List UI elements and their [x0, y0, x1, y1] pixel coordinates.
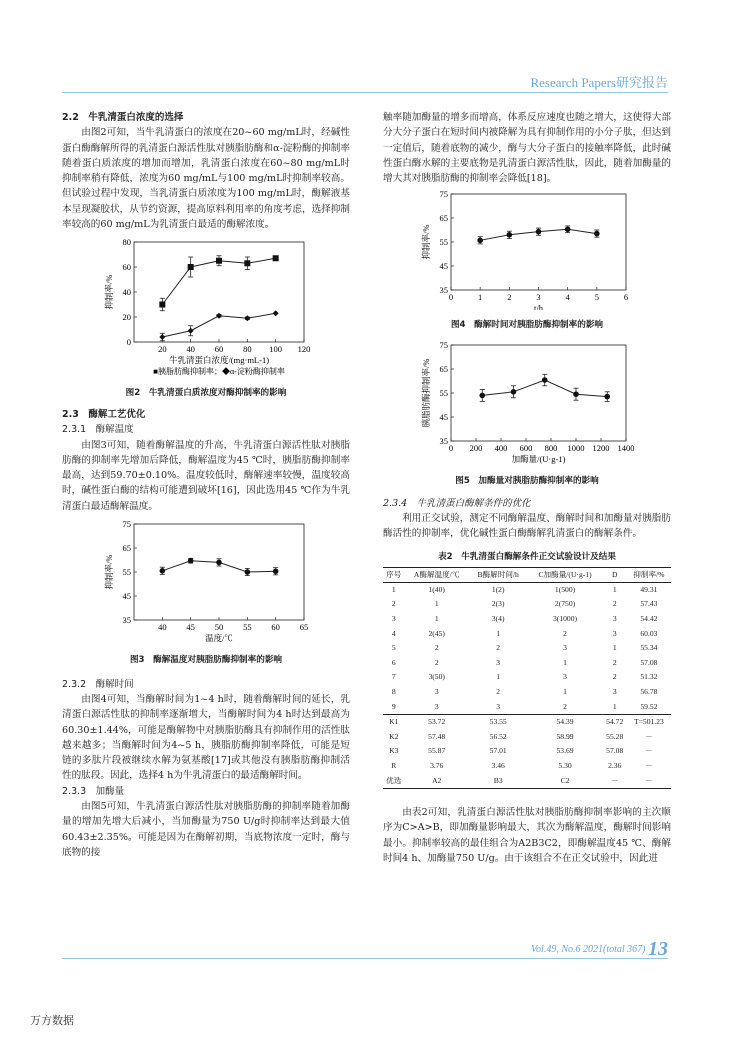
table-cell: 1 [563, 657, 567, 667]
table-row [383, 641, 671, 656]
x-tick-label: 2 [507, 292, 512, 303]
x-axis-label: 加酶量/(U·g-1) [511, 454, 566, 465]
table-cell: 2 [563, 701, 567, 711]
table-cell: 2(3) [491, 599, 505, 609]
plot-frame [451, 345, 626, 441]
y-tick-label: 55 [122, 567, 131, 578]
table-cell: 54.72 [603, 715, 627, 730]
table-row [383, 612, 671, 627]
table-cell: 3 [612, 628, 617, 638]
y-tick-label: 35 [439, 285, 448, 296]
y-tick-label: 55 [439, 388, 448, 399]
data-point [565, 227, 571, 233]
table-cell: － [645, 731, 653, 741]
figure-3 [62, 518, 350, 669]
y-tick-label: 35 [122, 615, 131, 626]
table-cell: 59.52 [640, 701, 658, 711]
figure-4 [383, 188, 671, 333]
x-tick-label: 120 [297, 344, 311, 355]
table-cell: 55.28 [606, 731, 624, 741]
paragraph-2-3-4: 利用正交试验，测定不同酶解温度、酶解时间和加酶量对胰脂肪酶活性的抑制率，优化碱性蛋白酶酶解乳清蛋白的酶解条件。 [383, 512, 671, 540]
table-cell: 56.52 [489, 731, 507, 741]
data-point [273, 569, 279, 575]
table-cell: 1 [391, 584, 396, 594]
table-header-cell: 序号 [383, 567, 404, 582]
table-header-cell: A酶解温度/℃ [404, 567, 468, 582]
right-column [383, 110, 671, 866]
x-tick-label: 50 [214, 622, 224, 633]
table-cell: 3 [391, 614, 396, 624]
table-cell: 2(750) [554, 599, 576, 609]
table-header-cell: B酶解时间/h [469, 567, 528, 582]
table-cell: 3 [612, 614, 617, 624]
x-tick-label: 200 [469, 443, 483, 454]
paragraph-2-2: 由图2可知，当牛乳清蛋白的浓度在20~60 mg/mL时，经碱性蛋白酶酶解所得的乳清蛋白源活性肽对胰脂肪酶和α-淀粉酶的抑制率随着蛋白质浓度的增加而增加，乳清蛋白浓度在60~80 mg/mL时抑制率稍有降低，浓度为60 mg/mL与100 mg/mL时抑制率较高。但试验过程中发现，当乳清蛋白质浓度为100 mg/mL时，酶解液基本呈现凝胶状，从节约资源，提高原料利用率的角度考虑，选择抑制率较高的60 mg/mL为乳清蛋白最适的酶解浓度。 [62, 127, 350, 231]
table-row [383, 656, 671, 671]
table-cell: 1 [434, 599, 439, 609]
table-cell: 3(4) [491, 614, 505, 624]
y-tick-label: 55 [439, 237, 448, 248]
table-cell: － [645, 746, 653, 756]
x-tick-label: 60 [214, 344, 224, 355]
paragraph-conclusion: 由表2可知，乳清蛋白源活性肽对胰脂肪酶抑制率影响的主次顺序为C>A>B，即加酶量影响最大，其次为酶解温度，酶解时间影响最小。抑制率较高的最佳组合为A2B3C2，即酶解温度45 ℃、酶解时间4 h、加酶量750 U/g。由于该组合不在正交试验中，因此进 [383, 807, 671, 865]
table-cell: － [603, 774, 627, 789]
x-tick-label: 65 [299, 622, 309, 633]
running-title: Research Papers研究报告 [530, 75, 668, 90]
y-tick-label: 65 [439, 213, 448, 224]
table-cell: 7 [391, 672, 396, 682]
footer-volume-text: Vol.49, No.6 2021(total 367) [531, 944, 646, 955]
x-tick-label: 3 [536, 292, 541, 303]
table-cell: 53.72 [404, 715, 468, 730]
table-row [383, 774, 671, 789]
y-tick-label: 45 [439, 261, 448, 272]
table-cell: 57.48 [428, 731, 446, 741]
x-axis-label: 牛乳清蛋白浓度/(mg·mL-1) [168, 355, 270, 366]
table-cell: 1(40) [428, 584, 445, 594]
figure-4-chart [383, 188, 671, 310]
x-tick-label: 1200 [592, 443, 610, 454]
table-cell: 3 [434, 687, 439, 697]
plot-frame [451, 194, 626, 290]
paragraph-2-3-1: 由图3可知，随着酶解温度的升高，牛乳清蛋白源活性肽对胰脂肪酶的抑制率先增加后降低，酶解温度为45 ℃时，胰脂肪酶抑制率最高，达到59.70±0.10%。温度较低时，酶解速率较慢，温度较高时，碱性蛋白酶的结构可能遭到破坏[16]，因此选用45 ℃作为牛乳清蛋白最适酶解温度。 [62, 439, 350, 512]
table-cell: 1(500) [554, 584, 576, 594]
table-cell: 55.34 [640, 643, 658, 653]
section-heading-2-3-2: 2.3.2 酶解时间 [62, 678, 134, 690]
x-tick-label: 6 [623, 292, 629, 303]
x-tick-label: 600 [519, 443, 533, 454]
data-point [216, 258, 222, 264]
table-cell: 2 [496, 643, 501, 653]
table-cell: 57.08 [606, 746, 624, 756]
table-cell: 3.46 [491, 760, 505, 770]
figure-2-caption: 图2 牛乳清蛋白质浓度对酶抑制率的影响 [125, 387, 287, 398]
section-heading-2-3-3: 2.3.3 加酶量 [62, 785, 125, 797]
table-cell: 9 [391, 701, 396, 711]
table-cell: 3 [563, 643, 567, 653]
table-row [383, 670, 671, 685]
table-row [383, 685, 671, 700]
table-cell: 5 [391, 643, 396, 653]
table-cell: A2 [404, 774, 468, 789]
section-heading-2-3-4: 2.3.4 牛乳清蛋白酶解条件的优化 [383, 497, 531, 509]
x-tick-label: 80 [243, 344, 252, 355]
data-point [542, 377, 548, 383]
page-header [0, 0, 730, 98]
table-cell: 2 [563, 628, 567, 638]
table-cell: 2 [612, 657, 617, 667]
table-cell: 1 [434, 614, 439, 624]
x-tick-label: 55 [243, 622, 252, 633]
table-cell: 2 [496, 687, 501, 697]
table-cell: － [645, 760, 653, 770]
table-cell: 57.08 [640, 657, 658, 667]
data-point [536, 229, 542, 235]
table-cell: T=501.23 [627, 715, 671, 730]
table-cell: 1 [563, 687, 567, 697]
data-point [159, 302, 165, 308]
x-tick-label: 40 [186, 344, 195, 355]
table-cell: 51.32 [640, 672, 658, 682]
table-cell: K1 [383, 715, 404, 730]
x-tick-label: 100 [269, 344, 283, 355]
y-tick-label: 80 [122, 237, 131, 248]
table-header-cell: C加酶量/(U·g-1) [527, 567, 602, 582]
data-point [511, 389, 517, 395]
section-heading-2-2: 2.2 牛乳清蛋白浓度的选择 [62, 112, 184, 123]
table-cell: 8 [391, 687, 396, 697]
table-cell: 3(50) [428, 672, 445, 682]
table-cell: 1 [496, 672, 501, 682]
table-cell: 5.30 [558, 760, 572, 770]
figure-5-chart [383, 339, 671, 467]
y-tick-label: 40 [122, 287, 131, 298]
figure-2 [62, 236, 350, 401]
data-point [245, 569, 251, 575]
y-axis-label: 抑制率/% [421, 225, 431, 260]
data-point [273, 256, 279, 262]
header-rule [62, 92, 668, 93]
data-point [159, 334, 165, 340]
x-tick-label: 60 [271, 622, 280, 633]
table-2-caption: 表2 牛乳清蛋白酶解条件正交试验设计及结果 [438, 551, 616, 562]
table-row [383, 627, 671, 642]
section-heading-2-3-1: 2.3.1 酶解温度 [62, 424, 134, 436]
y-axis-label: 抑制率/% [104, 274, 114, 310]
y-tick-label: 65 [439, 364, 448, 375]
table-cell: 60.03 [640, 628, 658, 638]
table-cell: 3 [434, 701, 439, 711]
figure-3-caption: 图3 酶解温度对胰脂肪酶抑制率的影响 [129, 655, 283, 666]
data-point [477, 238, 483, 244]
x-tick-label: 1000 [567, 443, 585, 454]
watermark: 万方数据 [30, 1014, 74, 1027]
y-axis-label: 胰脂肪酶抑制率/% [421, 358, 431, 428]
data-point [188, 328, 194, 334]
table-row [383, 597, 671, 612]
table-cell: 2 [612, 672, 617, 682]
table-cell: 2.36 [608, 760, 622, 770]
x-axis-label: 温度/℃ [205, 633, 233, 644]
x-tick-label: 0 [448, 443, 454, 454]
x-tick-label: 5 [594, 292, 599, 303]
table-cell: K2 [389, 731, 399, 741]
table-cell: 57.43 [640, 599, 658, 609]
table-cell: 56.78 [640, 687, 658, 697]
table-cell: 3 [563, 672, 567, 682]
x-tick-label: 400 [494, 443, 508, 454]
y-tick-label: 20 [122, 312, 131, 323]
left-column [62, 110, 350, 860]
table-cell: 2 [612, 599, 617, 609]
data-point [594, 231, 600, 237]
x-tick-label: 1 [478, 292, 483, 303]
table-cell: 54.39 [527, 715, 602, 730]
table-cell: 1 [612, 643, 617, 653]
table-cell: 1(2) [491, 584, 505, 594]
table-cell: 58.99 [556, 731, 574, 741]
figure-4-caption: 图4 酶解时间对胰脂肪酶抑制率的影响 [450, 319, 604, 330]
table-header-row [383, 567, 671, 582]
table-row [383, 700, 671, 715]
data-point [573, 391, 579, 397]
table-cell: 53.69 [556, 746, 574, 756]
y-tick-label: 45 [439, 412, 448, 423]
table-cell: 3.76 [430, 760, 444, 770]
table-cell: － [627, 774, 671, 789]
y-tick-label: 75 [439, 189, 448, 200]
table-cell: 53.55 [469, 715, 528, 730]
table-cell: C2 [527, 774, 602, 789]
y-axis-label: 抑制率/% [104, 554, 114, 590]
plot-frame [134, 524, 304, 620]
chart-legend: ■胰脂肪酶抑制率；◆α-淀粉酶抑制率 [153, 367, 285, 377]
table-cell: B3 [469, 774, 528, 789]
figure-2-chart [62, 236, 350, 378]
y-tick-label: 45 [122, 591, 131, 602]
footer-rule [62, 958, 668, 959]
data-point [188, 264, 194, 270]
table-row [383, 582, 671, 597]
table-row [383, 744, 671, 759]
y-tick-label: 75 [439, 340, 448, 351]
table-cell: 55.87 [428, 746, 446, 756]
x-tick-label: 20 [158, 344, 167, 355]
table-cell: 1 [496, 628, 501, 638]
table-cell: 1 [612, 584, 617, 594]
table-cell: 3(1000) [553, 614, 578, 624]
data-point [604, 394, 610, 400]
page-number: 13 [648, 938, 668, 960]
table-cell: 2 [391, 599, 396, 609]
table-2 [383, 567, 671, 789]
figure-3-chart [62, 518, 350, 646]
figure-5-caption: 图5 加酶量对胰脂肪酶抑制率的影响 [455, 476, 599, 487]
data-point [479, 393, 485, 399]
y-tick-label: 35 [439, 436, 448, 447]
y-tick-label: 65 [122, 543, 131, 554]
table-row [383, 730, 671, 745]
data-point [244, 316, 250, 322]
data-point [216, 560, 222, 566]
table-cell: K3 [389, 746, 399, 756]
table-header-cell: D [603, 567, 627, 582]
table-cell: 1 [612, 701, 617, 711]
table-cell: 57.01 [489, 746, 507, 756]
y-tick-label: 60 [122, 262, 131, 273]
x-axis-label: t/h [534, 303, 543, 311]
x-tick-label: 45 [186, 622, 195, 633]
y-tick-label: 0 [126, 337, 131, 348]
paragraph-2-3-3: 由图5可知，牛乳清蛋白源活性肽对胰脂肪酶的抑制率随着加酶量的增加先增大后减小，当加酶量为750 U/g时抑制率达到最大值60.43±2.35%。可能是因为在酶解初期，当底物浓度一定时，酶与底物的接 [62, 801, 350, 858]
x-tick-label: 4 [565, 292, 570, 303]
x-tick-label: 1400 [617, 443, 635, 454]
table-cell: 2 [434, 657, 439, 667]
data-point [273, 311, 279, 317]
data-point [160, 568, 166, 574]
x-tick-label: 0 [448, 292, 454, 303]
paragraph-continued: 触率随加酶量的增多而增高，体系反应速度也随之增大，这使得大部分大分子蛋白在短时间内被降解为具有抑制作用的小分子肽，但达到一定值后，随着底物的减少，酶与大分子蛋白的接触率降低，此时碱性蛋白酶水解的主要底物是乳清蛋白源活性肽，因此，随着加酶量的增大其对胰脂肪酶的抑制率会降低[18]。 [383, 112, 671, 185]
y-tick-label: 75 [122, 519, 131, 530]
figure-5 [383, 339, 671, 490]
table-cell: 54.42 [640, 614, 658, 624]
table-cell: R [391, 760, 397, 770]
table-cell: 3 [612, 687, 617, 697]
table-cell: 2 [434, 643, 439, 653]
table-row [383, 715, 671, 730]
table-cell: 3 [496, 657, 501, 667]
data-point [244, 261, 250, 267]
data-point [188, 558, 194, 564]
table-cell: 2(45) [428, 628, 445, 638]
table-cell: 3 [496, 701, 501, 711]
table-header-cell: 抑制率/% [627, 567, 671, 582]
table-row [383, 759, 671, 774]
table-cell: 49.31 [640, 584, 658, 594]
data-point [507, 232, 513, 238]
table-cell: 4 [391, 628, 396, 638]
paragraph-2-3-2: 由图4可知，当酶解时间为1~4 h时，随着酶解时间的延长，乳清蛋白源活性肽的抑制率逐渐增大，当酶解时间为4 h时达到最高为60.30±1.44%，可能是酶解物中对胰脂肪酶具有抑制作用的活性肽越来越多；当酶解时间为4~5 h，胰脂肪酶抑制率降低，可能是短链的多肽片段被继续水解为氨基酸[17]或其他没有胰脂肪酶抑制活性的肽段。因此，选择4 h为牛乳清蛋白的最适酶解时间。 [62, 693, 350, 782]
x-tick-label: 800 [544, 443, 558, 454]
table-cell: 优选 [383, 774, 404, 789]
table-cell: 6 [391, 657, 396, 667]
data-point [216, 313, 222, 319]
x-tick-label: 40 [158, 622, 167, 633]
section-heading-2-3: 2.3 酶解工艺优化 [62, 408, 146, 420]
